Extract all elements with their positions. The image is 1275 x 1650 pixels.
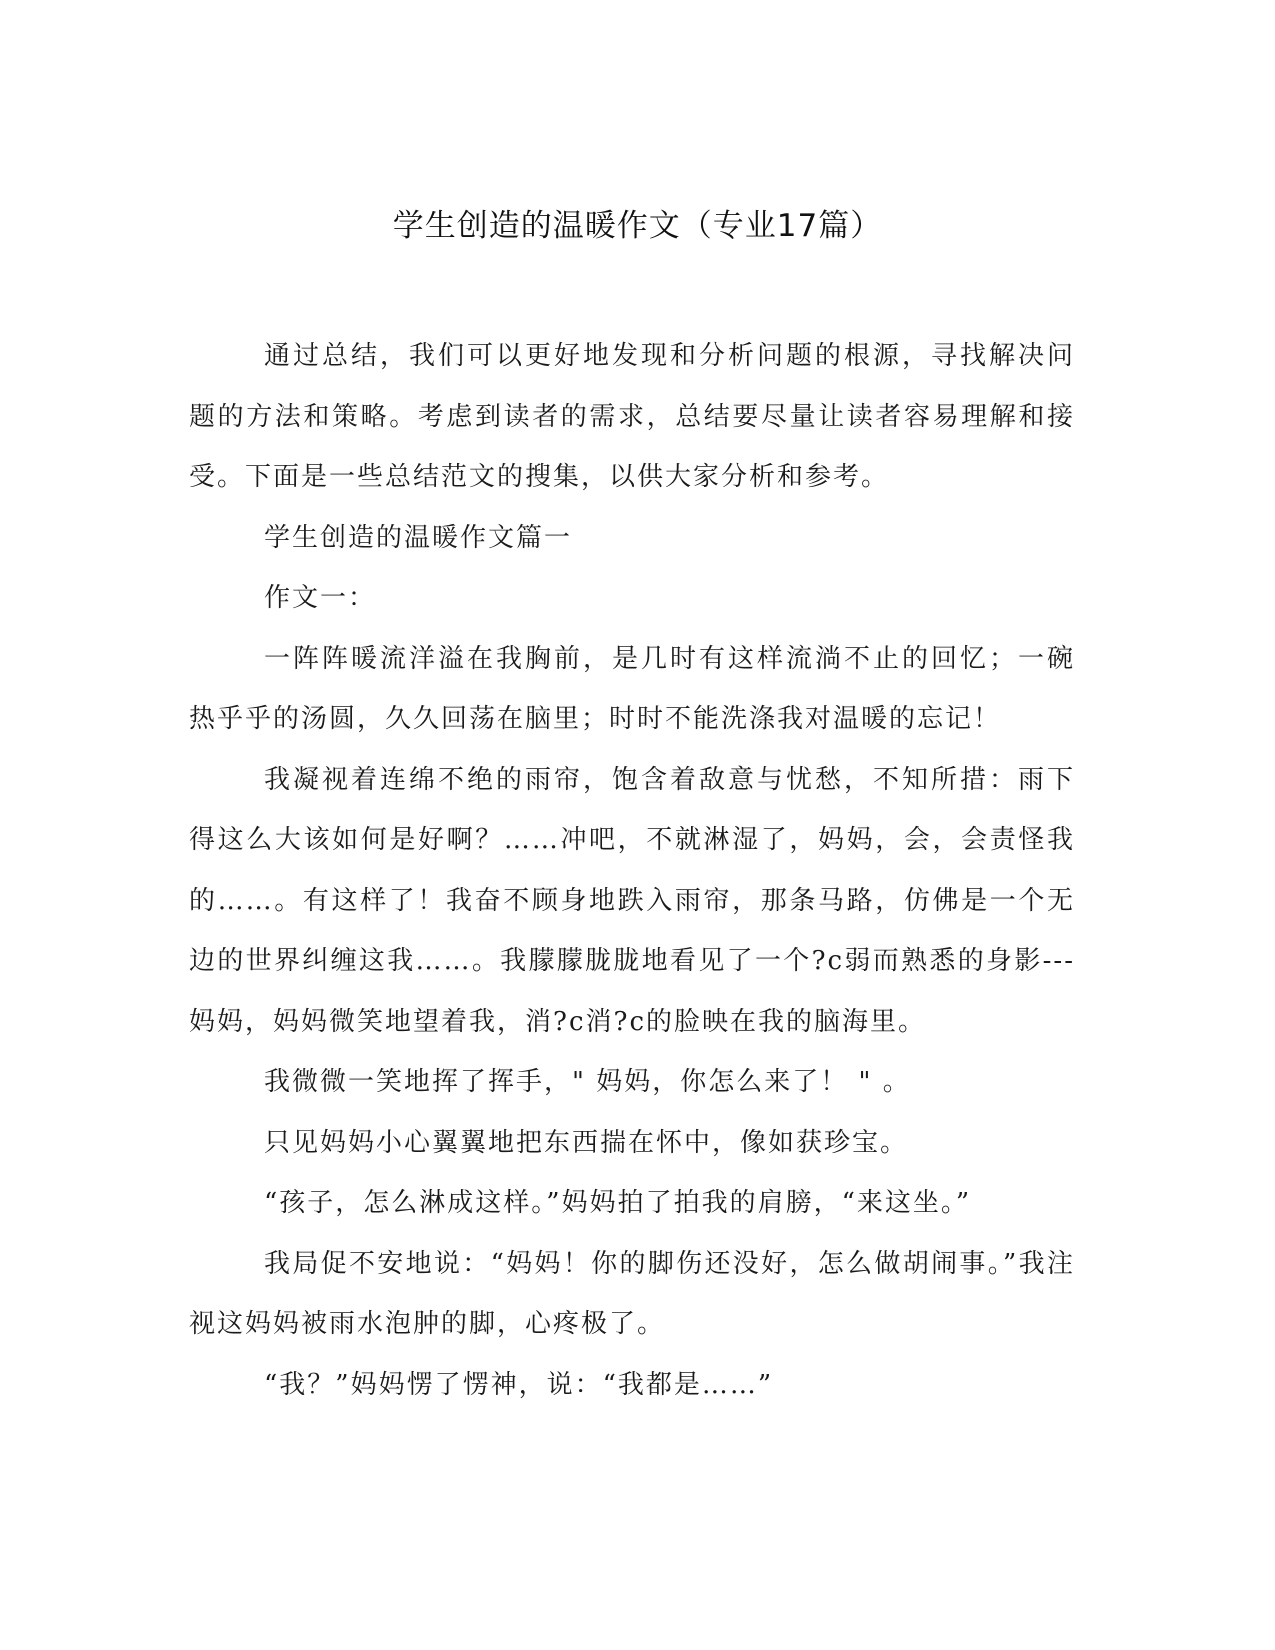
- paragraph: 我微微一笑地挥了挥手，" 妈妈，你怎么来了！ " 。: [264, 1067, 911, 1097]
- paragraph: “我？”妈妈愣了愣神，说：“我都是……”: [264, 1369, 774, 1400]
- paragraph: 只见妈妈小心翼翼地把东西揣在怀中，像如获珍宝。: [264, 1127, 909, 1158]
- paragraph: 我局促不安地说：“妈妈！你的脚伤还没好，怎么做胡闹事。”我注视这妈妈被雨水泡肿的脚，心疼极了。: [189, 1248, 1075, 1339]
- paragraph: 一阵阵暖流洋溢在我胸前，是几时有这样流淌不止的回忆；一碗热乎乎的汤圆，久久回荡在脑里；时时不能洗涤我对温暖的忘记！: [189, 643, 1075, 734]
- paragraph: “孩子，怎么淋成这样。”妈妈拍了拍我的肩膀，“来这坐。”: [264, 1188, 972, 1218]
- essay-label: 作文一：: [264, 583, 377, 613]
- document-title: 学生创造的温暖作文（专业17篇）: [392, 208, 883, 244]
- section-heading: 学生创造的温暖作文篇一: [264, 522, 573, 553]
- paragraph-intro: 通过总结，我们可以更好地发现和分析问题的根源，寻找解决问题的方法和策略。考虑到读者的需求，总结要尽量让读者容易理解和接受。下面是一些总结范文的搜集，以供大家分析和参考。: [189, 341, 1075, 492]
- paragraph: 我凝视着连绵不绝的雨帘，饱含着敌意与忧愁，不知所措：雨下得这么大该如何是好啊？……冲吧，不就淋湿了，妈妈，会，会责怪我的……。有这样了！我奋不顾身地跌入雨帘，那条马路，仿佛是一个无边的世界纠缠这我……。我朦朦胧胧地看见了一个?c弱而熟悉的身影---妈妈，妈妈微笑地望着我，消?c消?c的脸映在我的脑海里。: [189, 764, 1075, 1037]
- document-body: [189, 326, 1075, 1415]
